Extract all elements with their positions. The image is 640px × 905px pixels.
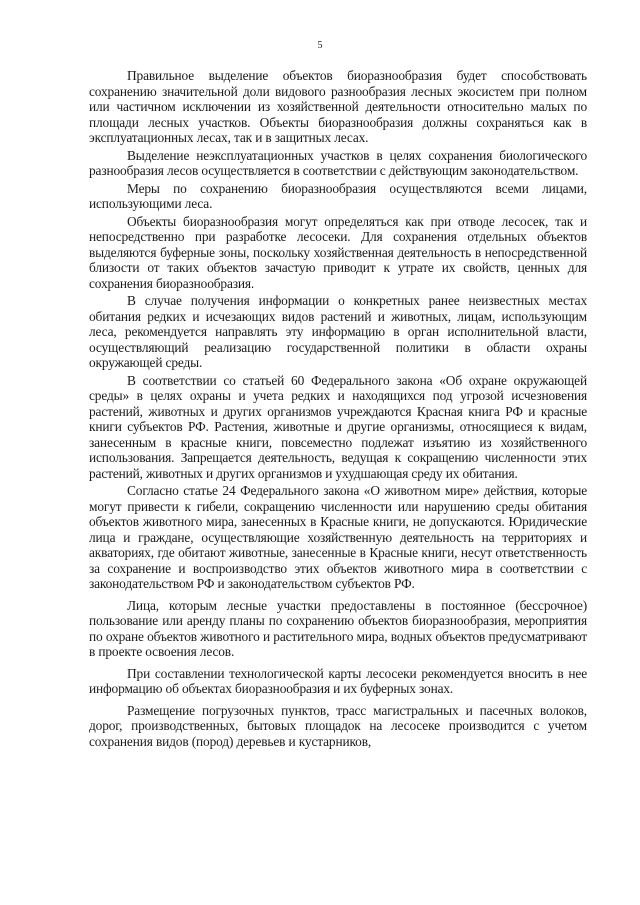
paragraph-conservation-measures: Меры по сохранению биоразнообразия осуществляются всеми лицами, использующими леса. <box>89 180 587 211</box>
paragraph-biodiversity-allocation: Правильное выделение объектов биоразнообразия будет способствовать сохранению значительной доли видового разнообразия лесных экосистем при полном или частичном исключении из хозяйственной деятельности относительно малых по площади лесных участков. Объекты биоразнообразия должны сохраняться как в эксплуатационных лесах, так и в защитных лесах. <box>89 68 587 145</box>
paragraph-buffer-zones: Объекты биоразнообразия могут определяться как при отводе лесосек, так и непосредственно при разработке лесосеки. Для сохранения отдельных объектов выделяются буферные зоны, поскольку хозяйственная деятельность в непосредственной близости от таких объектов зачастую приводит к утрате их свойств, ценных для сохранения биоразнообразия. <box>89 213 587 291</box>
document-body <box>89 68 587 751</box>
paragraph-non-exploitation-areas: Выделение неэксплуатационных участков в целях сохранения биологического разнообразия лесов осуществляется в соответствии с действующим законодательством. <box>89 147 587 178</box>
paragraph-technological-map: При составлении технологической карты лесосеки рекомендуется вносить в нее информацию об объектах биоразнообразия и их буферных зонах. <box>89 665 587 696</box>
paragraph-site-placement: Размещение погрузочных пунктов, трасс магистральных и пасечных волоков, дорог, производственных, бытовых площадок на лесосеке производится с учетом сохранения видов (пород) деревьев и кустарников, <box>89 702 587 749</box>
paragraph-rare-species-info: В случае получения информации о конкретных ранее неизвестных местах обитания редких и исчезающих видов растений и животных, лицам, использующим леса, рекомендуется направлять эту информацию в орган исполнительной власти, осуществляющий реализацию государственной политики в области охраны окружающей среды. <box>89 293 587 370</box>
paragraph-forest-plan: Лица, которым лесные участки предоставлены в постоянное (бессрочное) пользование или аренду планы по сохранению объектов биоразнообразия, мероприятия по охране объектов животного и растительного мира, водных объектов предусматривают в проекте освоения лесов. <box>89 597 587 659</box>
paragraph-article-24: Согласно статье 24 Федерального закона «О животном мире» действия, которые могут привести к гибели, сокращению численности или нарушению среды обитания объектов животного мира, занесенных в Красные книги, не допускаются. Юридические лица и граждане, осуществляющие хозяйственную деятельность на территориях и акваториях, где обитают животные, занесенные в Красные книги, несут ответственность за сохранение и воспроизводство этих объектов животного мира в соответствии с законодательством РФ и законодательством субъектов РФ. <box>89 483 587 591</box>
paragraph-article-60: В соответствии со статьей 60 Федерального закона «Об охране окружающей среды» в целях охраны и учета редких и находящихся под угрозой исчезновения растений, животных и других организмов учреждаются Красная книга РФ и красные книги субъектов РФ. Растения, животные и другие организмы, относящиеся к видам, занесенным в красные книги, повсеместно подлежат изъятию из хозяйственного использования. Запрещается деятельность, ведущая к сокращению численности этих растений, животных и других организмов и ухудшающая среду их обитания. <box>89 372 587 481</box>
page-number: 5 <box>317 40 323 51</box>
